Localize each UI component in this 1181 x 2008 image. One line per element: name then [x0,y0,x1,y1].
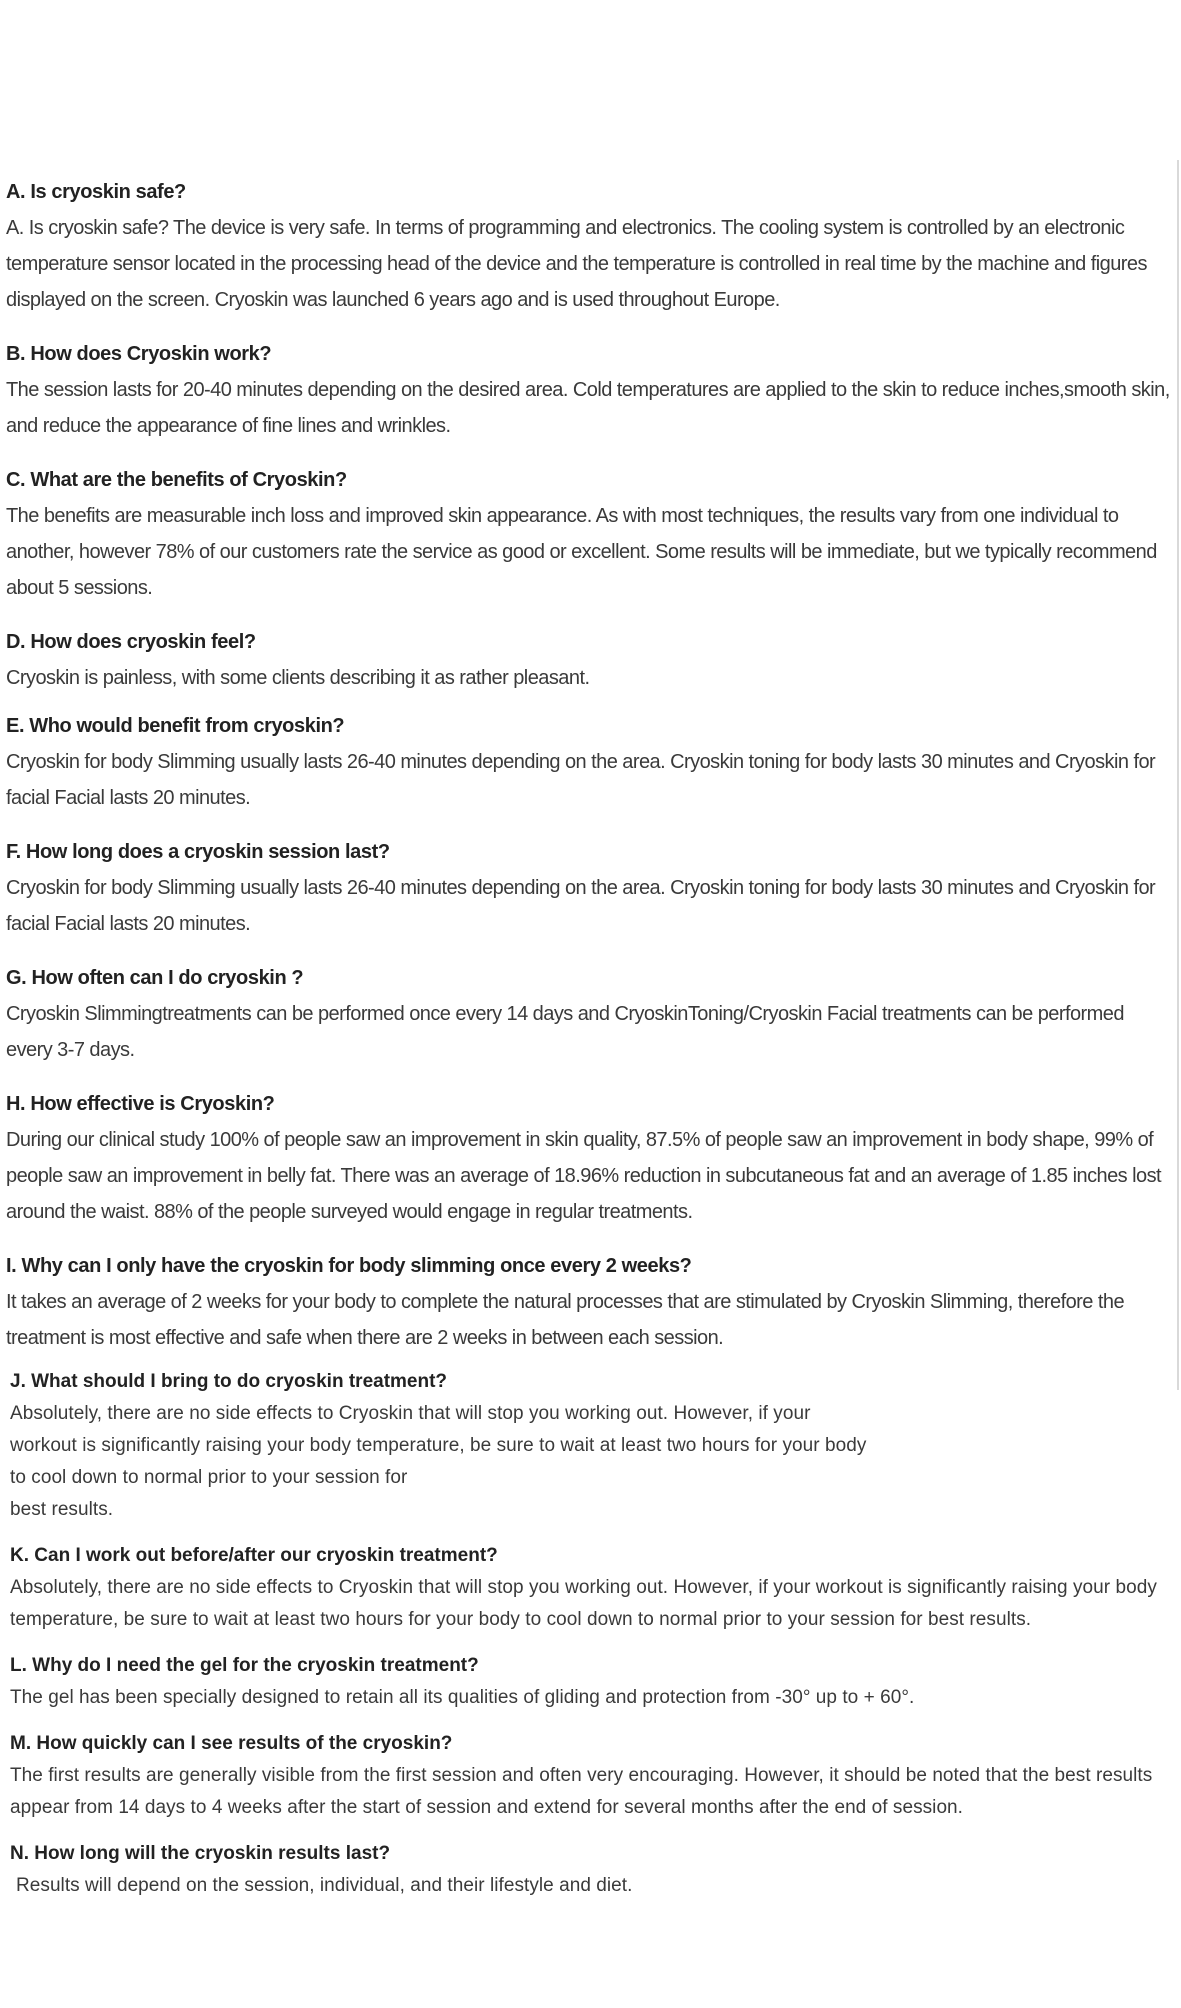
faq-answer: A. Is cryoskin safe? The device is very safe. In terms of programming and electronics. The cooling system is controlled by an electronic temperature sensor located in the processing head of the device and the temperature is controlled in real time by the machine and figures displayed on the screen. Cryoskin was launched 6 years ago and is used throughout Europe. [6,217,1147,311]
faq-item-l [6,1650,1170,1714]
faq-answer: The session lasts for 20-40 minutes depending on the desired area. Cold temperatures are applied to the skin to reduce inches,smooth skin, and reduce the appearance of fine lines and wrinkles. [6,379,1170,437]
faq-question: H. How effective is Cryoskin? [6,1093,275,1115]
faq-answer: During our clinical study 100% of people saw an improvement in skin quality, 87.5% of people saw an improvement in body shape, 99% of people saw an improvement in belly fat. There was an average of 18.96% reduction in subcutaneous fat and an average of 1.85 inches lost around the waist. 88% of the people surveyed would engage in regular treatments. [6,1129,1162,1223]
faq-question: J. What should I bring to do cryoskin treatment? [10,1371,448,1392]
faq-answer: Cryoskin for body Slimming usually lasts 26-40 minutes depending on the area. Cryoskin toning for body lasts 30 minutes and Cryoskin for facial Facial lasts 20 minutes. [6,751,1156,809]
faq-item-g [6,960,1170,1068]
faq-answer: Absolutely, there are no side effects to Cryoskin that will stop you working out. However, if your workout is significantly raising your body temperature, be sure to wait at least two hours for your body to cool down to normal prior to your session for [10,1403,867,1488]
faq-question: L. Why do I need the gel for the cryoskin treatment? [10,1655,479,1676]
faq-item-n [6,1838,1170,1902]
faq-answer: Absolutely, there are no side effects to Cryoskin that will stop you working out. However, if your workout is significantly raising your body temperature, be sure to wait at least two hours for your body to cool down to normal prior to your session for best results. [10,1577,1157,1630]
faq-item-h [6,1086,1170,1230]
faq-question: N. How long will the cryoskin results last? [10,1843,391,1864]
faq-question: D. How does cryoskin feel? [6,631,256,653]
faq-answer: The first results are generally visible from the first session and often very encouraging. However, it should be noted that the best results appear from 14 days to 4 weeks after the start of session and extend for several months after the end of session. [10,1765,1153,1818]
faq-list [6,174,1170,1916]
faq-question: E. Who would benefit from cryoskin? [6,715,345,737]
faq-item-d [6,624,1170,696]
faq-question: I. Why can I only have the cryoskin for body slimming once every 2 weeks? [6,1255,692,1277]
faq-question: G. How often can I do cryoskin ? [6,967,304,989]
faq-item-e [6,708,1170,816]
faq-answer-tail: best results. [10,1499,114,1520]
faq-item-m [6,1728,1170,1824]
faq-question: F. How long does a cryoskin session last? [6,841,390,863]
faq-item-b [6,336,1170,444]
faq-answer: It takes an average of 2 weeks for your body to complete the natural processes that are stimulated by Cryoskin Slimming, therefore the treatment is most effective and safe when there are 2 weeks in between each session. [6,1291,1125,1349]
faq-answer: Cryoskin for body Slimming usually lasts 26-40 minutes depending on the area. Cryoskin toning for body lasts 30 minutes and Cryoskin for facial Facial lasts 20 minutes. [6,877,1156,935]
faq-question: K. Can I work out before/after our cryoskin treatment? [10,1545,498,1566]
faq-item-k [6,1540,1170,1636]
faq-question: A. Is cryoskin safe? [6,181,186,203]
faq-answer: The benefits are measurable inch loss and improved skin appearance. As with most techniques, the results vary from one individual to another, however 78% of our customers rate the service as good or excellent. Some results will be immediate, but we typically recommend about 5 sessions. [6,505,1157,599]
faq-question: M. How quickly can I see results of the cryoskin? [10,1733,453,1754]
faq-item-a [6,174,1170,318]
faq-answer: The gel has been specially designed to retain all its qualities of gliding and protection from -30° up to + 60°. [10,1687,915,1708]
faq-item-j [6,1366,1170,1526]
faq-item-f [6,834,1170,942]
faq-answer: Cryoskin Slimmingtreatments can be performed once every 14 days and CryoskinToning/Cryoskin Facial treatments can be performed every 3-7 days. [6,1003,1124,1061]
content-divider-line [1177,160,1179,1390]
faq-answer: Cryoskin is painless, with some clients describing it as rather pleasant. [6,667,590,689]
faq-item-i [6,1248,1170,1356]
faq-answer: Results will depend on the session, individual, and their lifestyle and diet. [16,1875,633,1896]
faq-item-c [6,462,1170,606]
faq-question: B. How does Cryoskin work? [6,343,272,365]
faq-question: C. What are the benefits of Cryoskin? [6,469,347,491]
